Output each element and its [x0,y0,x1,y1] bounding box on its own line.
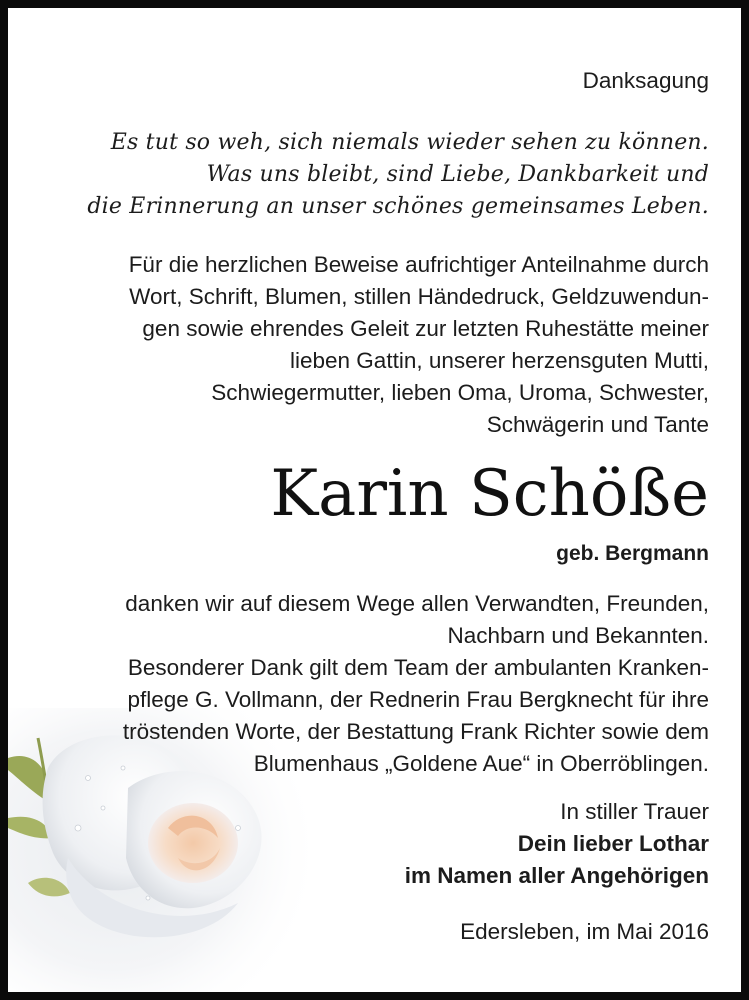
quote-line: die Erinnerung an unser schönes gemeinsames Leben. [87,194,709,219]
intro-line: Schwägerin und Tante [486,412,709,437]
signature-line: im Namen aller Angehörigen [404,863,709,888]
thanks-line: danken wir auf diesem Wege allen Verwandten, Freunden, [125,591,709,616]
signature-line: Dein lieber Lothar [517,831,709,856]
intro-line: Wort, Schrift, Blumen, stillen Händedruck, Geldzuwendun- [129,284,709,309]
obituary-text [8,8,741,992]
place-date: Edersleben, im Mai 2016 [460,919,709,944]
signature-intro: In stiller Trauer [560,799,709,824]
quote-line: Es tut so weh, sich niemals wieder sehen zu können. [110,130,709,155]
thanks-line: pflege G. Vollmann, der Rednerin Frau Bergknecht für ihre [127,687,709,712]
thanks-line: tröstenden Worte, der Bestattung Frank Richter sowie dem [122,719,709,744]
thanks-line: Blumenhaus „Goldene Aue“ in Oberröblingen. [253,751,709,776]
intro-line: Schwiegermutter, lieben Oma, Uroma, Schwester, [211,380,709,405]
thanks-line: Besonderer Dank gilt dem Team der ambulanten Kranken- [127,655,709,680]
thanks-line: Nachbarn und Bekannten. [447,623,709,648]
quote-line: Was uns bleibt, sind Liebe, Dankbarkeit und [206,162,709,187]
intro-line: gen sowie ehrendes Geleit zur letzten Ruhestätte meiner [142,316,709,341]
heading-danksagung: Danksagung [582,68,709,93]
birth-name: geb. Bergmann [556,542,709,565]
intro-line: lieben Gattin, unserer herzensguten Mutti, [290,348,709,373]
deceased-name: Karin Schöße [270,457,709,531]
intro-line: Für die herzlichen Beweise aufrichtiger Anteilnahme durch [128,252,709,277]
